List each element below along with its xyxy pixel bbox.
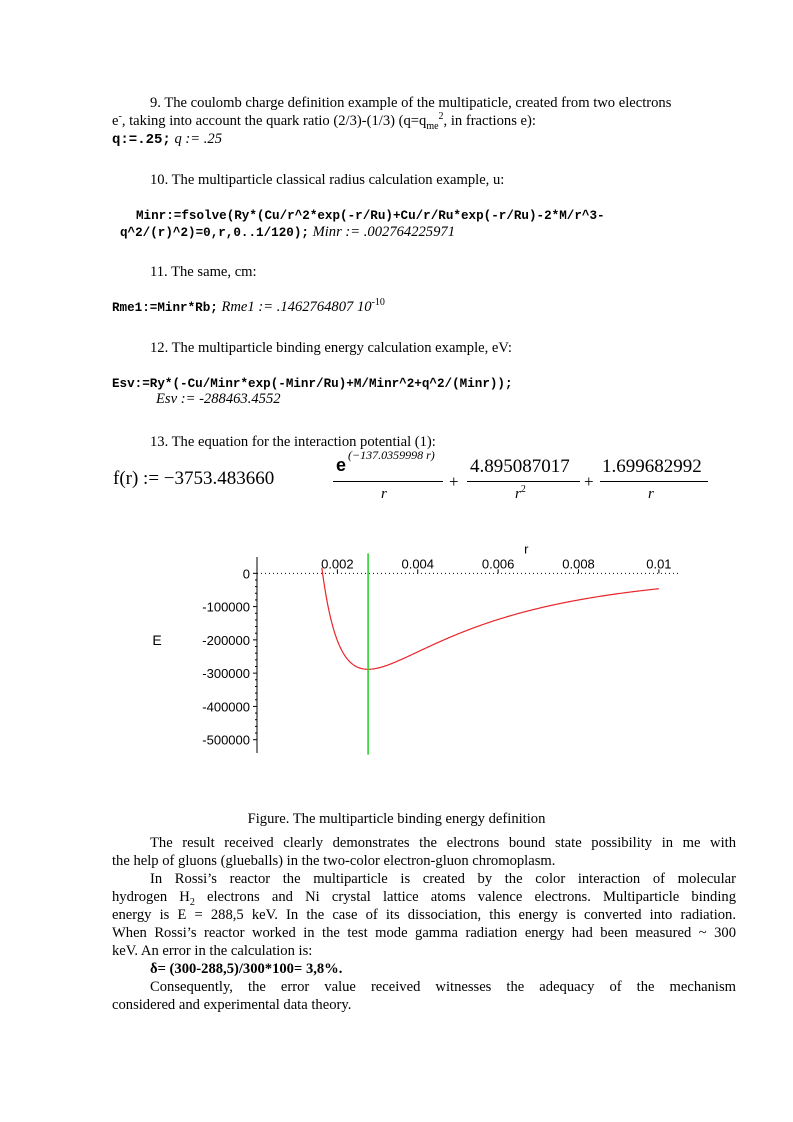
section-12-heading: 12. The multiparticle binding energy calculation example, eV: <box>150 340 512 356</box>
equation-den2: $r^2$ <box>515 484 526 502</box>
x-tick-label: 0.006 <box>481 556 515 572</box>
chart-ticks <box>202 556 671 747</box>
body-p2-line3: energy is E = 288,5 keV. In the case of its dissociation, this energy is converted into radiation. <box>112 907 736 923</box>
y-tick-label: 0 <box>242 566 250 582</box>
chart-axes <box>257 557 679 753</box>
section-12-code: Esv:=Ry*(-Cu/Minr*exp(-Minr/Ru)+M/Minr^2+q^2/(Minr)); <box>112 377 513 391</box>
equation-num3: 1.699682992 <box>602 456 702 477</box>
section-13-heading: 13. The equation for the interaction potential (1): <box>150 434 436 450</box>
section-11-code: Rme1:=Minr*Rb; Rme1 := .1462764807 $10^{-10}$ <box>112 297 385 315</box>
equation-exponent: (−137.0359998 r) <box>348 448 435 462</box>
equation-lhs: f(r) := −3753.483660 <box>113 468 275 489</box>
section-9-line2: e-, taking into account the quark ratio (2/3)-(1/3) ($q=q_{me}^2$, in fractions e): <box>112 111 536 132</box>
body-p1-line2: the help of gluons (glueballs) in the two-color electron-gluon chromoplasm. <box>112 853 556 869</box>
y-axis-label: E <box>152 631 162 648</box>
energy-curve <box>322 568 659 670</box>
body-p2-line2: hydrogen $H_2$ electrons and Ni crystal lattice atoms valence electrons. Multiparticle binding <box>112 889 736 908</box>
y-tick-label: -200000 <box>202 632 250 648</box>
body-p2-line4: When Rossi’s reactor worked in the test mode gamma radiation energy had been measured ~ 300 <box>112 925 736 941</box>
section-10-code-line1: Minr:=fsolve(Ry*(Cu/r^2*exp(-r/Ru)+Cu/r/Ru*exp(-r/Ru)-2*M/r^3- <box>136 209 605 223</box>
body-p3-line2: considered and experimental data theory. <box>112 997 352 1013</box>
section-12-result: Esv := -288463.4552 <box>156 391 281 407</box>
section-11-heading: 11. The same, cm: <box>150 264 257 280</box>
section-9-code: q:=.25; q := .25 <box>112 131 223 148</box>
equation-den1: r <box>381 486 387 502</box>
y-tick-label: -100000 <box>202 599 250 615</box>
error-formula: δ= (300-288,5)/300*100= 3,8%. <box>150 961 343 977</box>
y-tick-label: -300000 <box>202 666 250 682</box>
y-tick-label: -500000 <box>202 732 250 748</box>
x-tick-label: 0.002 <box>321 556 354 572</box>
x-axis-label: r <box>524 541 529 557</box>
body-p1-line1: The result received clearly demonstrates the electrons bound state possibility in me with <box>150 835 736 851</box>
section-9-heading: 9. The coulomb charge definition example of the multipaticle, created from two electrons <box>150 95 672 111</box>
figure-caption: Figure. The multiparticle binding energy definition <box>247 810 546 827</box>
equation-plus2: + <box>584 472 594 491</box>
x-tick-label: 0.01 <box>646 556 672 572</box>
chart-series <box>322 553 659 754</box>
x-tick-label: 0.008 <box>562 556 595 572</box>
y-tick-label: -400000 <box>202 699 250 715</box>
x-tick-label: 0.004 <box>401 556 435 572</box>
equation-den3: r <box>648 486 654 502</box>
equation-exp-base: e <box>336 455 347 475</box>
section-10-code-line2: q^2/(r)^2)=0,r,0..1/120); Minr := .002764225971 <box>120 224 455 240</box>
section-10-heading: 10. The multiparticle classical radius calculation example, u: <box>150 172 505 188</box>
body-p2-line5: keV. An error in the calculation is: <box>112 943 313 959</box>
equation-plus1: + <box>449 472 459 491</box>
body-p2-line1: In Rossi’s reactor the multiparticle is created by the color interaction of molecular <box>150 871 736 887</box>
equation-num2: 4.895087017 <box>470 456 570 477</box>
body-p3-line1: Consequently, the error value received witnesses the adequacy of the mechanism <box>150 979 736 995</box>
